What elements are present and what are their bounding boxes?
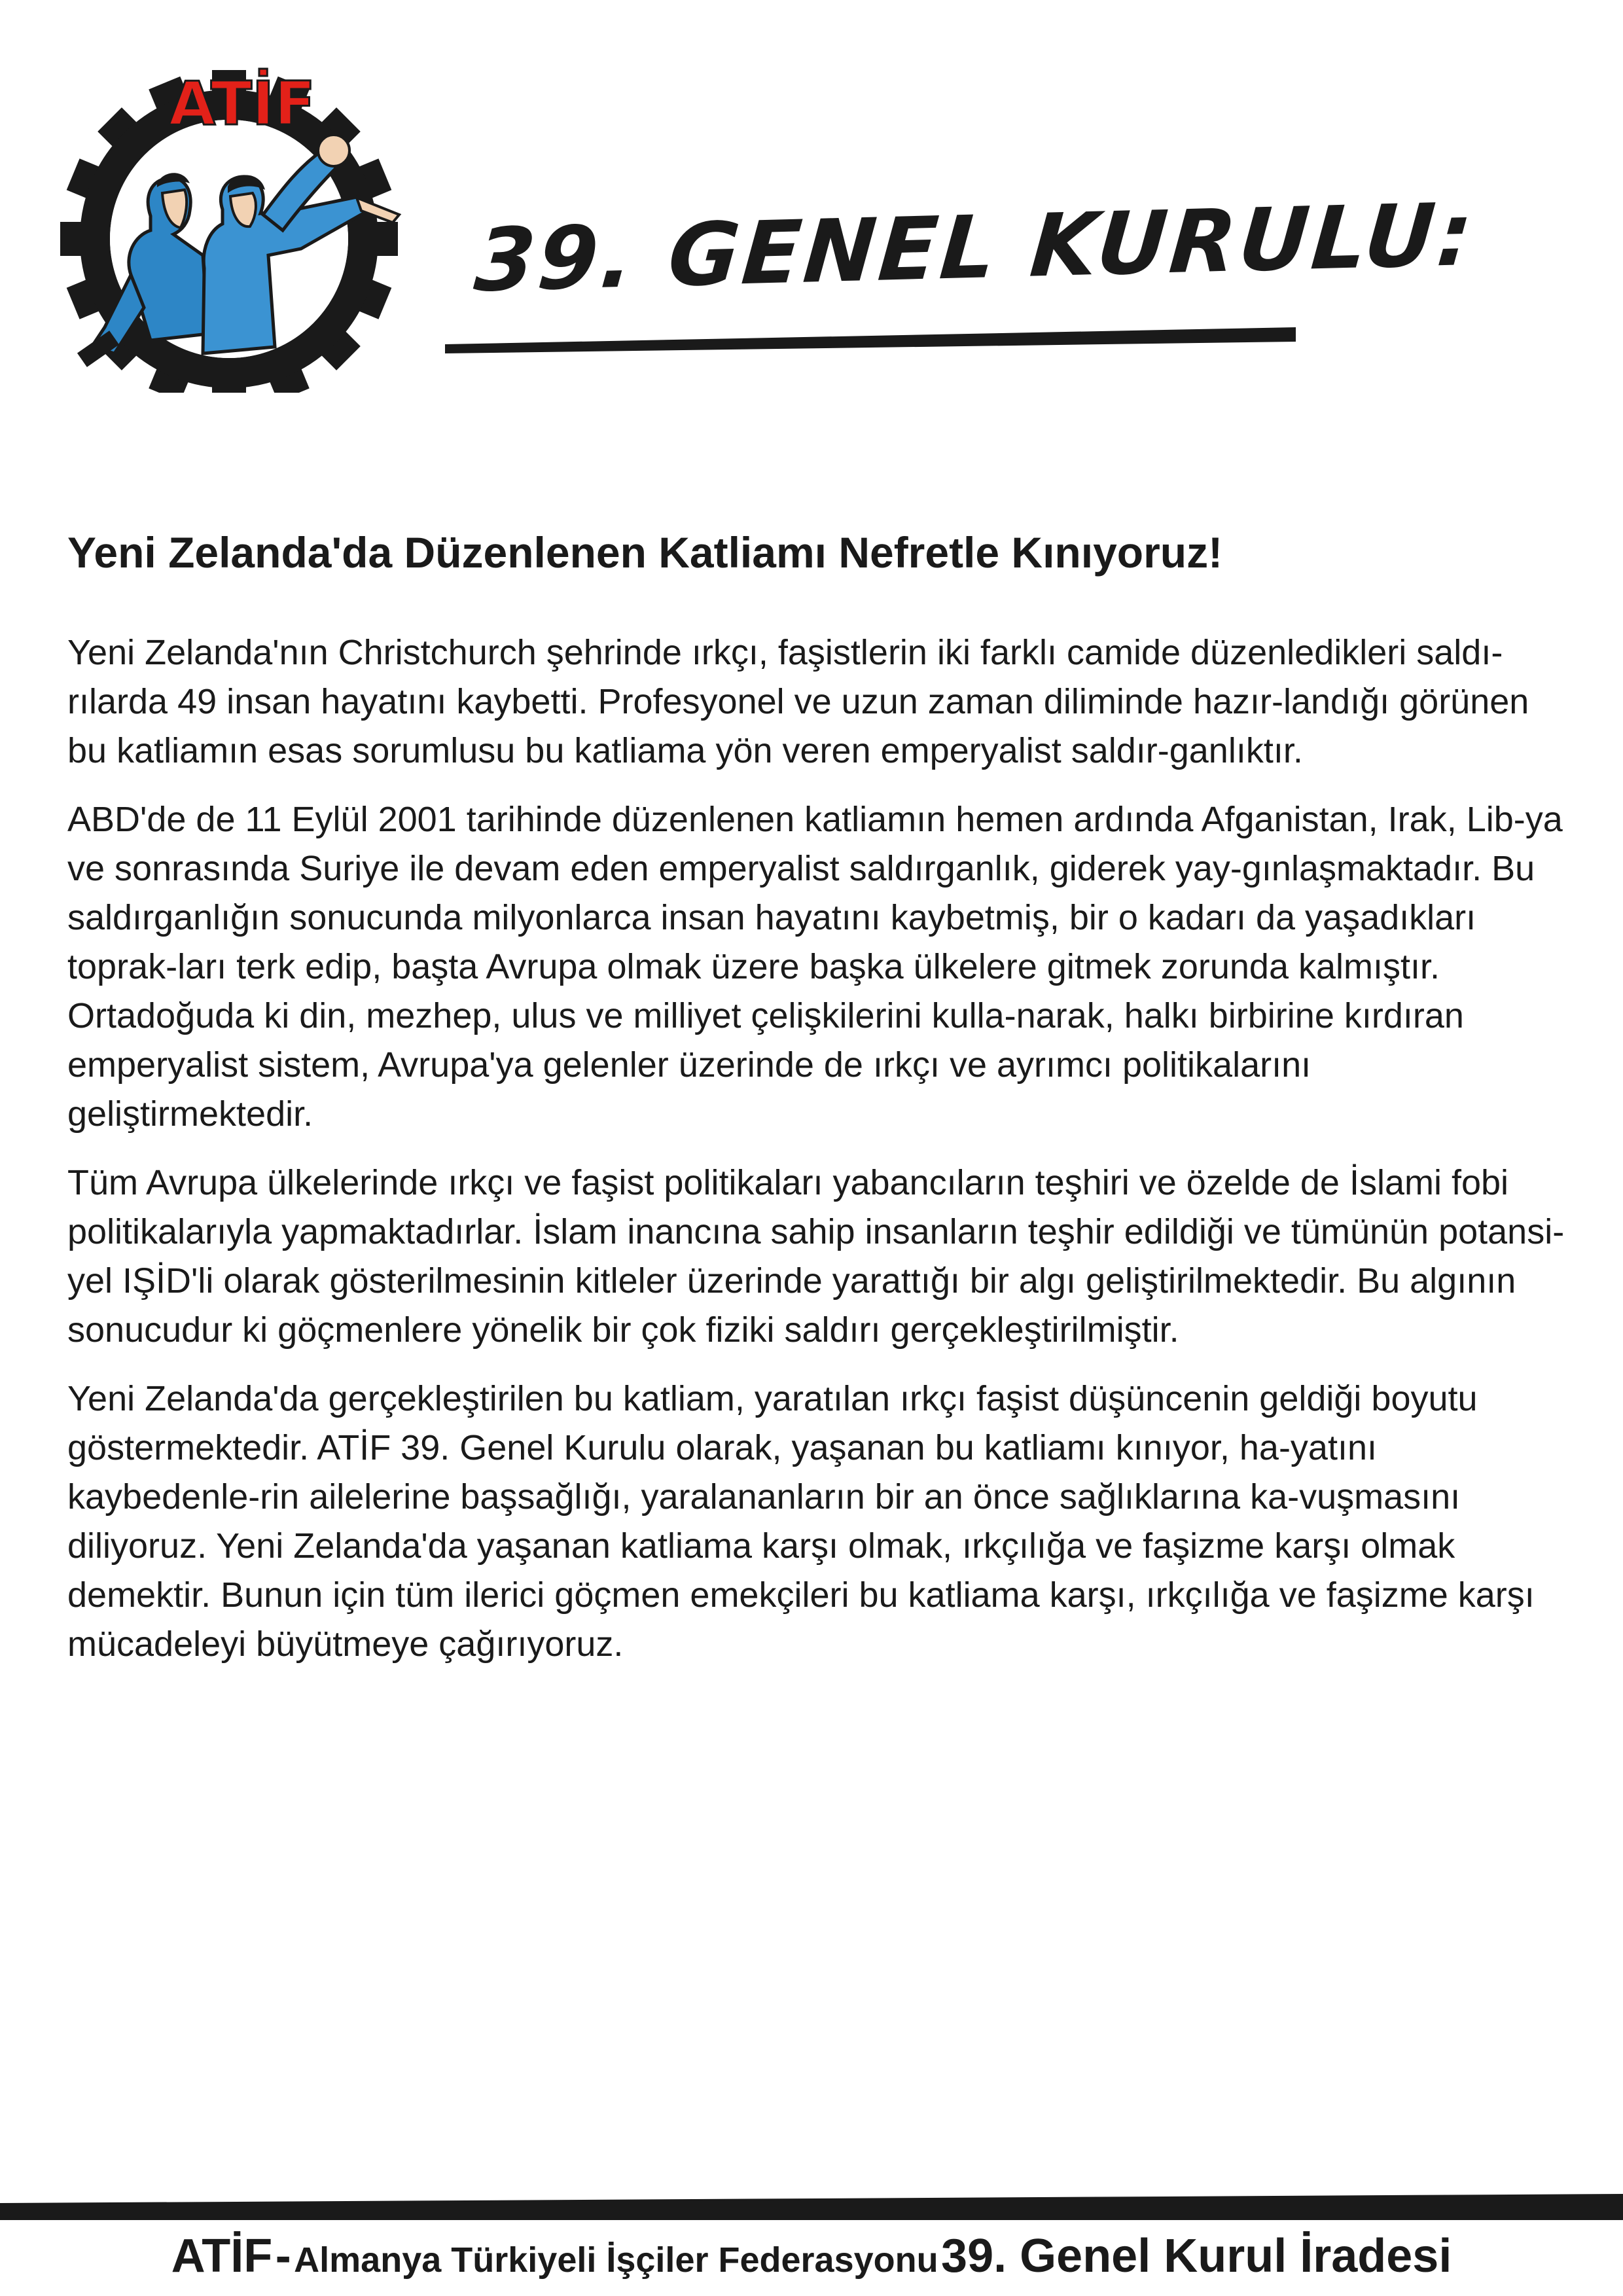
footer-full-name: Almanya Türkiyeli İşçiler Federasyonu — [294, 2240, 938, 2280]
footer — [0, 2229, 1623, 2283]
paragraph: Yeni Zelanda'nın Christchurch şehrinde ırkçı, faşistlerin iki farklı camide düzenledikleri saldı-rılarda 49 insan hayatını kaybetti. Profesyonel ve uzun zaman diliminde hazır-landığı görünen bu katliamın esas sorumlusu bu katliama yön veren emperyalist saldır-ganlıktır. — [67, 633, 1529, 770]
page-title: 39. GENEL KURULU: — [471, 184, 1479, 312]
paragraph: ABD'de de 11 Eylül 2001 tarihinde düzenlenen katliamın hemen ardında Afganistan, Irak, Lib-ya ve sonrasında Suriye ile devam eden emperyalist saldırganlık, giderek yay-gınlaşmaktadır. Bu saldırganlığın sonucunda milyonlarca insan hayatını kaybetmiş, bir o kadarı da yaşadıkları toprak-ları terk edip, başta Avrupa olmak üzere başka ülkelere gitmek zorunda kalmıştır. Ortadoğuda ki din, mezhep, ulus ve milliyet çelişkilerini kulla-narak, halkı birbirine kırdıran emperyalist sistem, Avrupa'ya gelenler üzerinde de ırkçı ve ayrımcı politikalarını geliştirmektedir. — [67, 800, 1563, 1134]
logo-text: ATİF — [169, 69, 315, 139]
paragraph: Tüm Avrupa ülkelerinde ırkçı ve faşist politikaları yabancıların teşhiri ve özelde de İslami fobi politikalarıyla yapmaktadırlar. İslam inancına sahip insanların teşhir edildiği ve tümünün potansi-yel IŞİD'li olarak gösterilmesinin kitleler üzerinde yarattığı bir algı geliştirilmektedir. Bu algının sonucudur ki göçmenlere yönelik bir çok fiziki saldırı gerçekleştirilmiştir. — [67, 1163, 1565, 1350]
footer-tagline: 39. Genel Kurul İradesi — [941, 2230, 1452, 2282]
footer-divider — [0, 2194, 1623, 2220]
title-underline — [445, 327, 1296, 353]
footer-separator: - — [275, 2230, 291, 2282]
footer-org: ATİF — [171, 2230, 273, 2282]
atif-logo — [52, 59, 419, 393]
article-body — [67, 628, 1566, 1689]
paragraph: Yeni Zelanda'da gerçekleştirilen bu katliam, yaratılan ırkçı faşist düşüncenin geldiği boyutu göstermektedir. ATİF 39. Genel Kurulu olarak, yaşanan bu katliamı kınıyor, ha-yatını kaybedenle-rin ailelerine başsağlığı, yaralananların bir an önce sağlıklarına ka-vuşmasını diliyoruz. Yeni Zelanda'da yaşanan katliama karşı olmak, ırkçılığa ve faşizme karşı olmak demektir. Bunun için tüm ilerici göçmen emekçileri bu katliama karşı, ırkçılığa ve faşizme karşı mücadeleyi büyütmeye çağırıyoruz. — [67, 1379, 1535, 1664]
article-heading: Yeni Zelanda'da Düzenlenen Katliamı Nefretle Kınıyoruz! — [67, 528, 1223, 577]
